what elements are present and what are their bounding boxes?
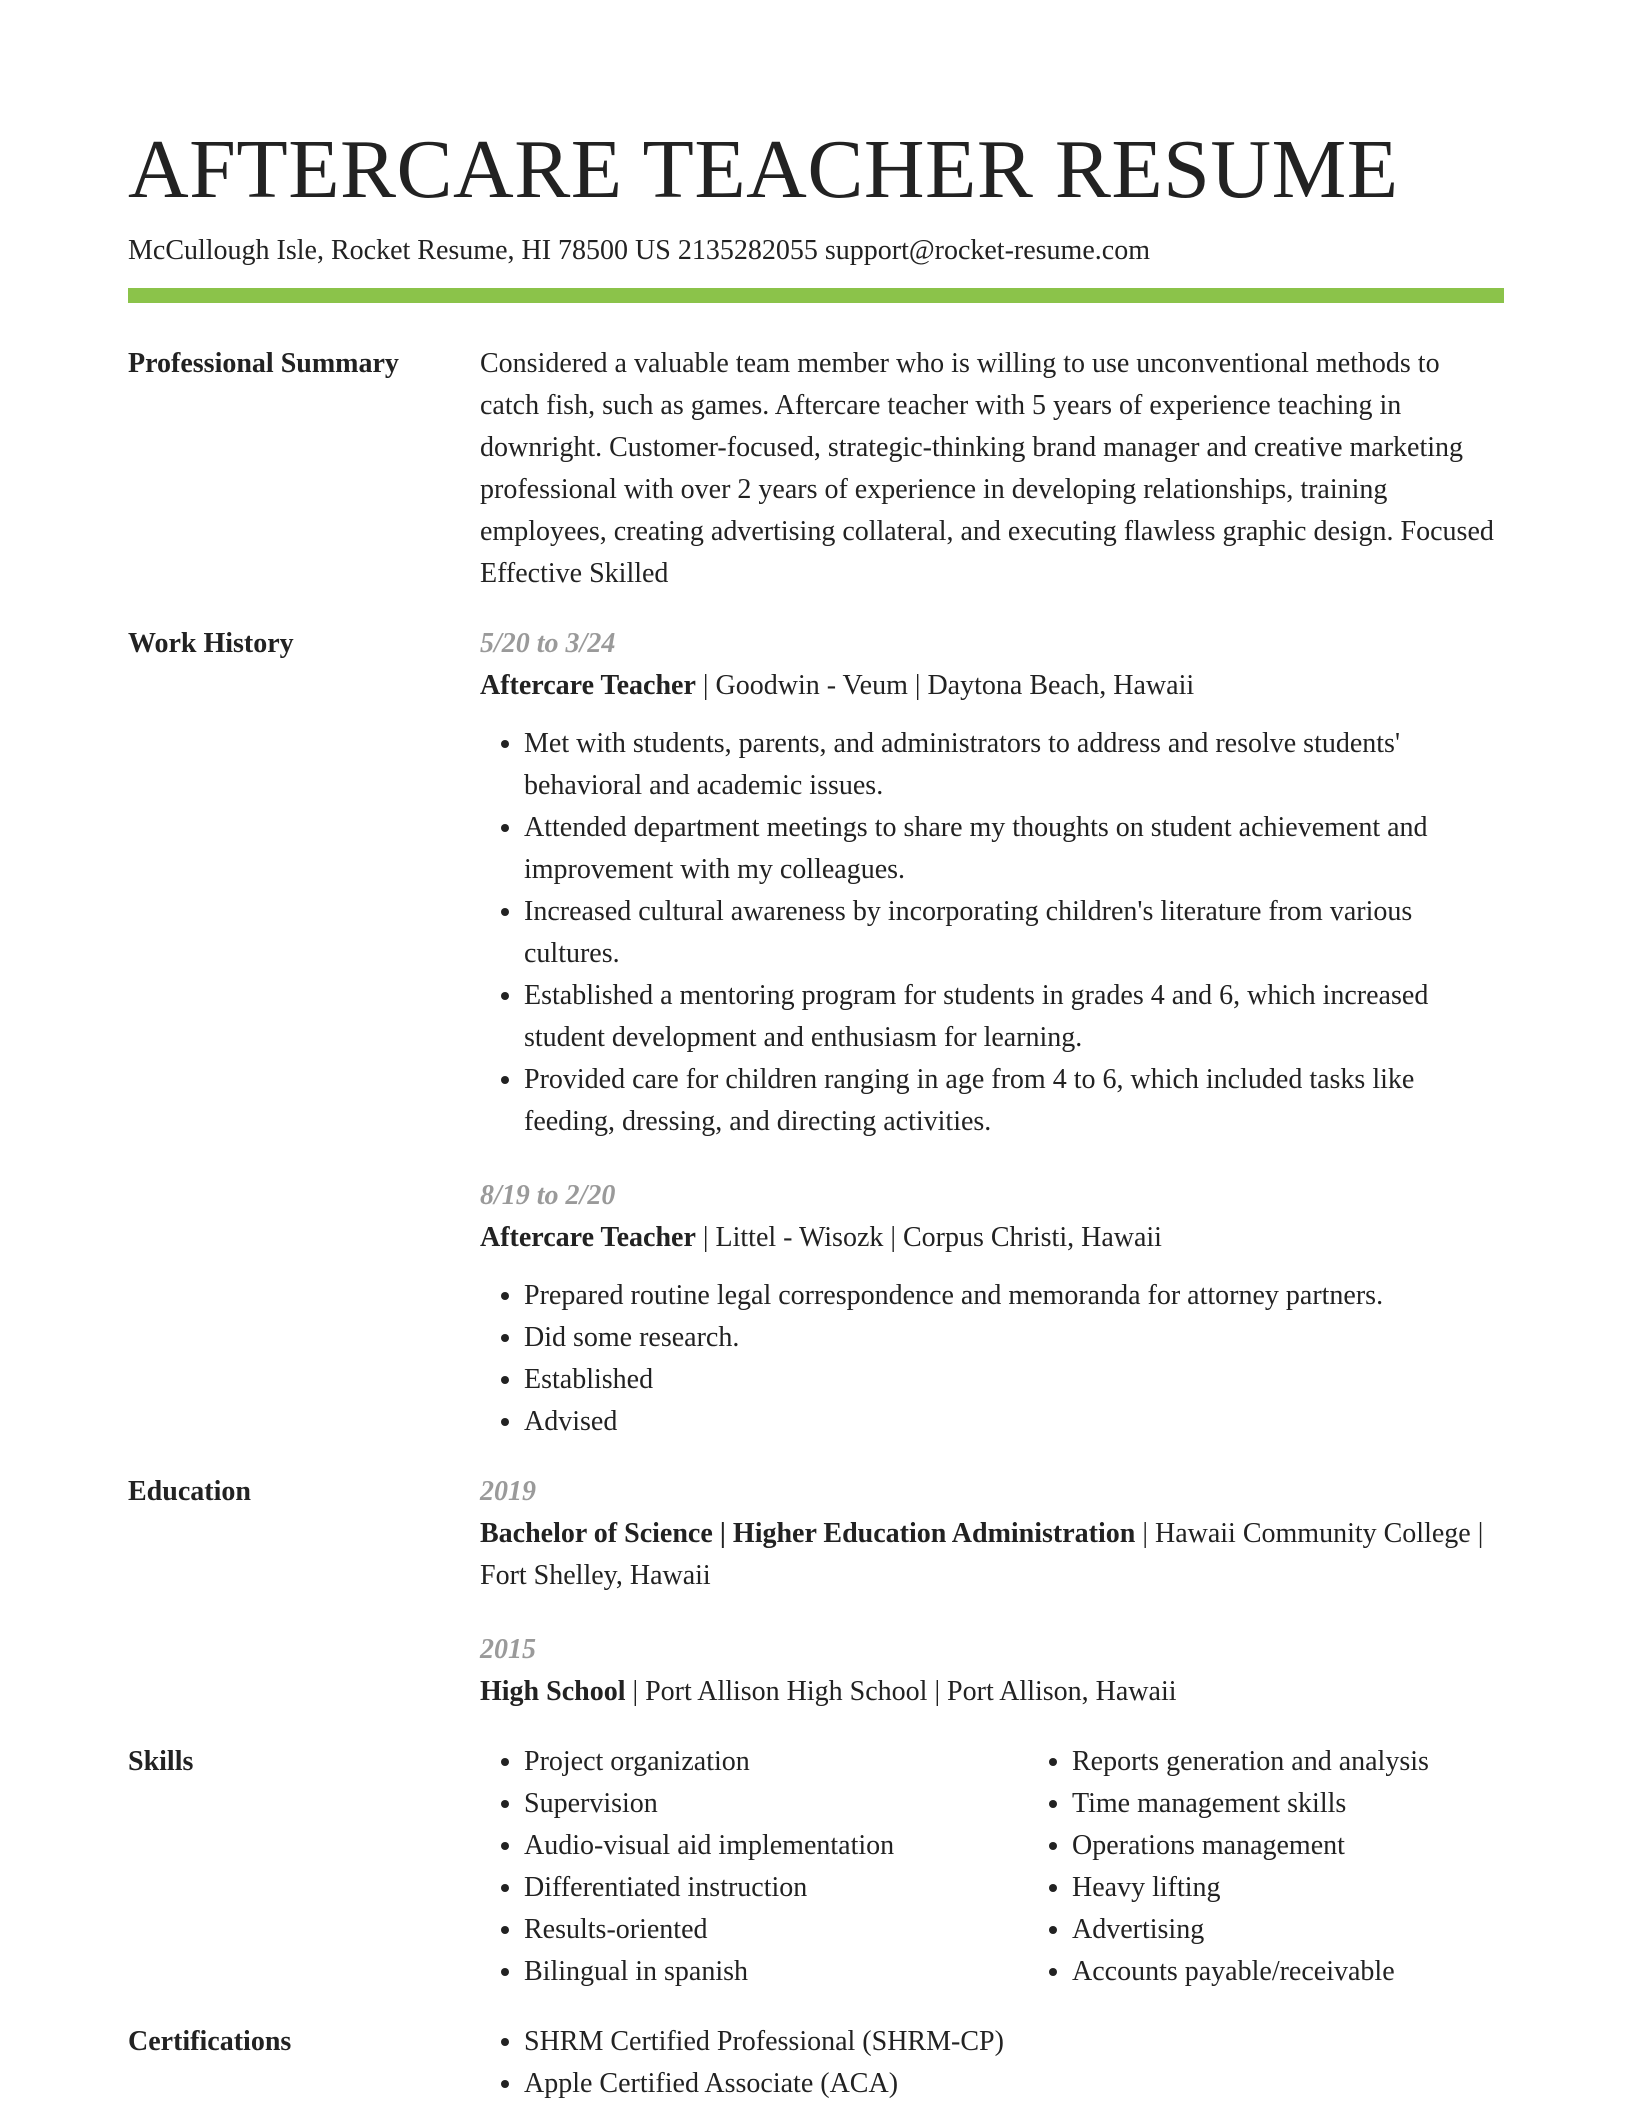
summary-text: Considered a valuable team member who is willing to use unconventional methods to catch fish, such as games. Aftercare teacher with 5 years of experience teaching in downright. Customer-focused, strategic-thinking brand manager and creative marketing professional with over 2 years of experience in developing relationships, training employees, creating advertising collateral, and executing flawless graphic design. Focused Effective Skilled bbox=[480, 348, 1494, 589]
job-bullets bbox=[480, 1275, 1504, 1443]
work-history-section bbox=[128, 623, 1504, 1443]
education-year: 2019 bbox=[480, 1476, 536, 1507]
skill-item: • Time management skills bbox=[1072, 1783, 1504, 1825]
education-year: 2015 bbox=[480, 1634, 536, 1665]
job-title: Aftercare Teacher bbox=[480, 670, 696, 701]
job-entry bbox=[480, 1175, 1504, 1443]
skill-item: • Bilingual in spanish bbox=[524, 1951, 1028, 1993]
skills-grid bbox=[480, 1741, 1504, 1993]
resume-title: AFTERCARE TEACHER RESUME bbox=[128, 123, 1399, 216]
job-details: | Littel - Wisozk | Corpus Christi, Hawaii bbox=[695, 1222, 1162, 1253]
education-details bbox=[480, 1513, 1504, 1597]
job-details: | Goodwin - Veum | Daytona Beach, Hawaii bbox=[695, 670, 1195, 701]
list-item: • Established bbox=[524, 1359, 1504, 1401]
header-divider bbox=[128, 288, 1504, 303]
job-bullets bbox=[480, 723, 1504, 1143]
work-history-heading: Work History bbox=[128, 628, 294, 659]
list-item: • Established a mentoring program for students in grades 4 and 6, which increased student development and enthusiasm for learning. bbox=[524, 975, 1504, 1059]
certification-item: • SHRM Certified Professional (SHRM-CP) bbox=[524, 2021, 1504, 2063]
list-item: • Provided care for children ranging in age from 4 to 6, which included tasks like feeding, dressing, and directing activities. bbox=[524, 1059, 1504, 1143]
contact-info: McCullough Isle, Rocket Resume, HI 78500 US 2135282055 support@rocket-resume.com bbox=[128, 235, 1150, 266]
skill-item: • Accounts payable/receivable bbox=[1072, 1951, 1504, 1993]
list-item: • Did some research. bbox=[524, 1317, 1504, 1359]
skill-item: • Reports generation and analysis bbox=[1072, 1741, 1504, 1783]
education-details bbox=[480, 1671, 1504, 1713]
skill-item: • Heavy lifting bbox=[1072, 1867, 1504, 1909]
certifications-section bbox=[128, 2021, 1504, 2105]
list-item: • Prepared routine legal correspondence and memoranda for attorney partners. bbox=[524, 1275, 1504, 1317]
skill-item: • Advertising bbox=[1072, 1909, 1504, 1951]
job-role bbox=[480, 665, 1504, 707]
skill-item: • Project organization bbox=[524, 1741, 1028, 1783]
skills-heading: Skills bbox=[128, 1746, 194, 1777]
list-item: • Advised bbox=[524, 1401, 1504, 1443]
resume-page bbox=[128, 0, 1504, 2105]
skills-column-1 bbox=[480, 1741, 1028, 1993]
education-degree: High School bbox=[480, 1676, 626, 1707]
job-role bbox=[480, 1217, 1504, 1259]
list-item: • Attended department meetings to share my thoughts on student achievement and improvement with my colleagues. bbox=[524, 807, 1504, 891]
job-dates: 8/19 to 2/20 bbox=[480, 1180, 616, 1211]
skill-item: • Differentiated instruction bbox=[524, 1867, 1028, 1909]
skill-item: • Operations management bbox=[1072, 1825, 1504, 1867]
job-dates: 5/20 to 3/24 bbox=[480, 628, 616, 659]
education-entry bbox=[480, 1471, 1504, 1597]
job-entry bbox=[480, 623, 1504, 1143]
list-item: • Met with students, parents, and administrators to address and resolve students' behavioral and academic issues. bbox=[524, 723, 1504, 807]
list-item: • Increased cultural awareness by incorporating children's literature from various cultures. bbox=[524, 891, 1504, 975]
education-entry bbox=[480, 1629, 1504, 1713]
certifications-list bbox=[480, 2021, 1504, 2105]
summary-section bbox=[128, 343, 1504, 595]
education-section bbox=[128, 1471, 1504, 1713]
education-degree: Bachelor of Science | Higher Education Administration bbox=[480, 1518, 1136, 1549]
skill-item: • Audio-visual aid implementation bbox=[524, 1825, 1028, 1867]
skill-item: • Supervision bbox=[524, 1783, 1028, 1825]
skill-item: • Results-oriented bbox=[524, 1909, 1028, 1951]
certification-item: • Apple Certified Associate (ACA) bbox=[524, 2063, 1504, 2105]
education-school: | Hawaii Community College | Fort Shelley, Hawaii bbox=[480, 1518, 1484, 1591]
summary-heading: Professional Summary bbox=[128, 348, 399, 379]
skills-section bbox=[128, 1741, 1504, 1993]
job-title: Aftercare Teacher bbox=[480, 1222, 696, 1253]
skills-column-2 bbox=[1028, 1741, 1504, 1993]
education-school: | Port Allison High School | Port Allison, Hawaii bbox=[625, 1676, 1177, 1707]
certifications-heading: Certifications bbox=[128, 2026, 292, 2057]
education-heading: Education bbox=[128, 1476, 251, 1507]
